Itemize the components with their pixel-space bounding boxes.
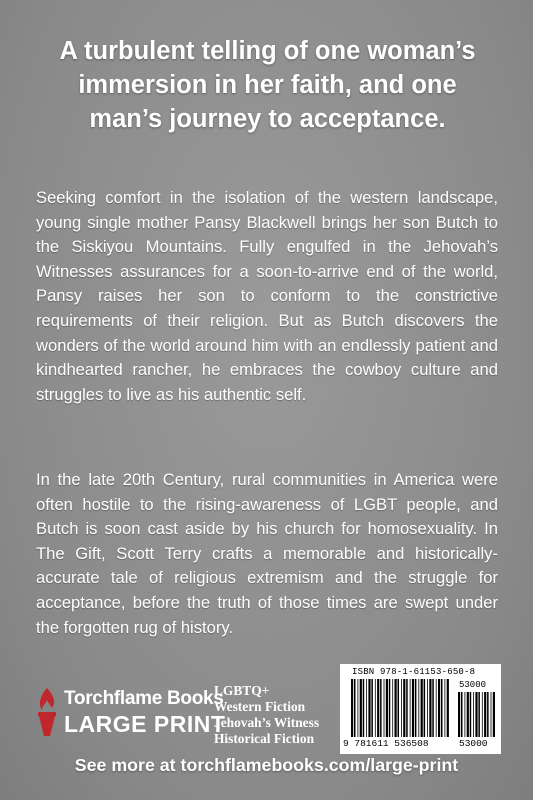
barcode-bar <box>360 679 362 737</box>
barcode-bar <box>415 679 417 737</box>
barcode-bar <box>384 679 385 737</box>
barcode-bar <box>368 679 370 737</box>
barcode-bar <box>438 679 440 737</box>
barcode-bar <box>386 679 388 737</box>
barcode-bar <box>436 679 437 737</box>
barcode-bar <box>371 679 373 737</box>
barcode-bars <box>350 679 450 737</box>
barcode-bar <box>418 679 419 737</box>
barcode-bar <box>358 679 359 737</box>
genre-item: LGBTQ+ <box>214 683 270 698</box>
barcode-bar <box>491 692 492 737</box>
barcode-bar <box>366 679 367 737</box>
isbn-label: ISBN 978-1-61153-650-8 <box>352 667 476 677</box>
barcode-bar <box>445 679 446 737</box>
barcode-bar <box>403 679 405 737</box>
barcode-bar <box>487 692 489 737</box>
barcode-bar <box>441 679 443 737</box>
publisher-imprint: LARGE PRINT <box>64 711 226 737</box>
barcode-bar <box>473 692 474 737</box>
barcode-digits: 9 781611 536508 <box>343 738 429 749</box>
barcode-bar <box>493 692 495 737</box>
barcode-addon-digits: 53000 <box>459 738 488 749</box>
price-code: 53000 <box>459 680 487 690</box>
genre-item: Historical Fiction <box>214 731 315 746</box>
publisher-name: Torchflame Books <box>64 688 224 709</box>
barcode-bar <box>461 692 463 737</box>
barcode-bar <box>398 679 400 737</box>
barcode-bar <box>377 679 379 737</box>
footer-website: See more at torchflamebooks.com/large-print <box>74 755 459 775</box>
barcode-bar <box>354 679 356 737</box>
barcode-bar <box>475 692 477 737</box>
barcode-bar <box>465 692 466 737</box>
barcode-bar <box>458 692 460 737</box>
torch-icon <box>34 686 60 738</box>
barcode-bar <box>363 679 365 737</box>
publisher-logo <box>34 684 226 742</box>
barcode-bar <box>467 692 469 737</box>
genre-list <box>214 683 339 747</box>
barcode-addon-bars <box>457 692 495 737</box>
barcode-bar <box>406 679 408 737</box>
barcode-bar <box>389 679 391 737</box>
genre-item: Western Fiction <box>214 699 306 714</box>
blurb-paragraph-1: Seeking comfort in the isolation of the western landscape, young single mother Pansy Blackwell brings her son Butch to the Siskiyou Mountains. Fully engulfed in the Jehovah’s Witnesses assurances for a soon-to-arrive end of the world, Pansy raises her son to conform to the constrictive requirements of their religion. But as Butch discovers the wonders of the world around him with an endlessly patient and kindhearted rancher, he embraces the cowboy culture and struggles to live as his authentic self. <box>36 188 498 404</box>
barcode-bar <box>424 679 426 737</box>
barcode-bar <box>470 692 472 737</box>
isbn-barcode <box>340 664 501 754</box>
barcode-bar <box>392 679 393 737</box>
barcode-bar <box>375 679 376 737</box>
barcode-bar <box>482 692 483 737</box>
barcode-bar <box>484 692 486 737</box>
barcode-bar <box>432 679 434 737</box>
barcode-bar <box>429 679 431 737</box>
barcode-bar <box>427 679 428 737</box>
back-cover-headline: A turbulent telling of one woman’s immersion in her faith, and one man’s journey to acceptance. <box>59 37 476 133</box>
barcode-bar <box>447 679 449 737</box>
barcode-bar <box>412 679 414 737</box>
barcode-bar <box>421 679 423 737</box>
barcode-bar <box>478 692 480 737</box>
genre-item: Jehovah’s Witness <box>214 715 320 730</box>
barcode-bar <box>395 679 397 737</box>
barcode-bar <box>380 679 382 737</box>
blurb-paragraph-2: In the late 20th Century, rural communities in America were often hostile to the rising-awareness of LGBT people, and Butch is soon cast aside by his church for homosexuality. In The Gift, Scott Terry crafts a memorable and historically-accurate tale of religious extremism and the struggle for acceptance, before the truth of those times are swept under the forgotten rug of history. <box>36 470 498 637</box>
barcode-bar <box>351 679 353 737</box>
barcode-bar <box>401 679 402 737</box>
barcode-bar <box>410 679 411 737</box>
